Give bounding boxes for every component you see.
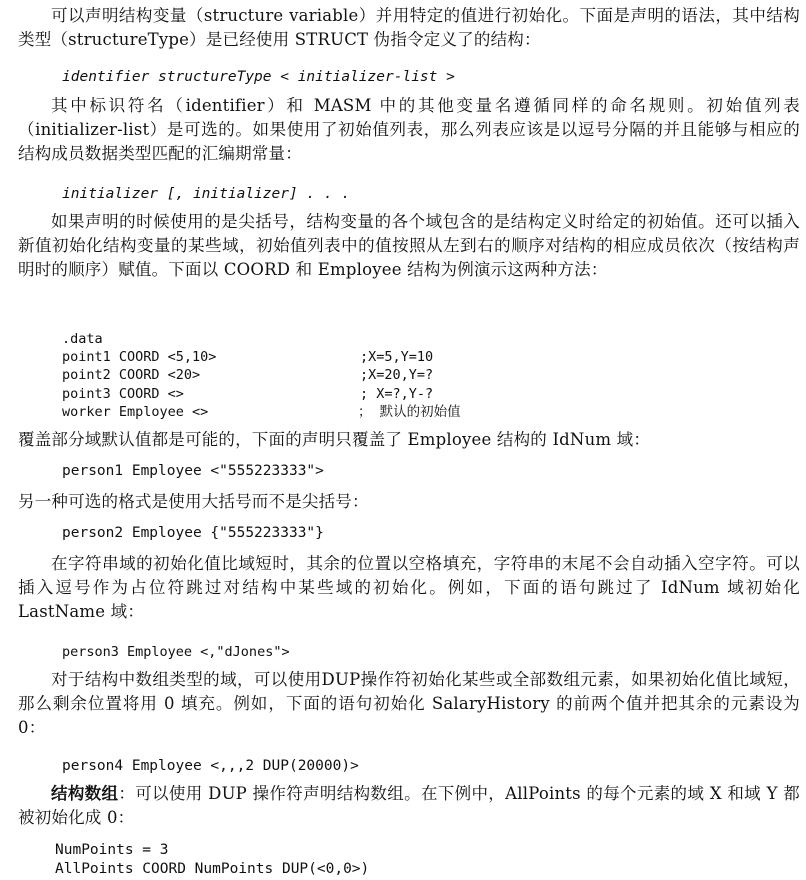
code-comment-worker: ； 默认的初始值 [358,404,461,420]
code-comment-point2: ;X=20,Y=? [360,367,434,383]
term-structure-arrays: 结构数组 [51,784,119,803]
paragraph-braces: 另一种可选的格式是使用大括号而不是尖括号： [18,492,369,511]
paragraph-array-fields: 对于结构中数组类型的域，可以使用DUP操作符初始化某些或全部数组元素，如果初始化值比域短，那么剩余位置将用 0 填充。例如，下面的语句初始化 SalaryHistory 的前两个值并把其余的元素设为 0： [18,670,800,737]
code-line-point3: point3 COORD <> [62,386,184,402]
code-comment-point3: ; X=?,Y-? [360,386,434,402]
paragraph-override-defaults: 覆盖部分域默认值都是可能的，下面的声明只覆盖了 Employee 结构的 IdNum 域： [18,430,651,449]
code-line-point1: point1 COORD <5,10> [62,349,217,365]
code-syntax-initializer: initializer [, initializer] . . . [62,186,351,202]
code-syntax-declaration: identifier structureType < initializer-list > [62,69,455,85]
code-numpoints: NumPoints = 3 [55,842,169,858]
code-line-data: .data [62,331,103,347]
code-person1: person1 Employee <"555223333"> [62,463,324,479]
code-line-worker: worker Employee <> [62,404,209,420]
code-person3: person3 Employee <,"dJones"> [62,644,290,660]
code-line-point2: point2 COORD <20> [62,367,201,383]
paragraph-structure-arrays-text: ：可以使用 DUP 操作符声明结构数组。在下例中，AllPoints 的每个元素的域 X 和域 Y 都被初始化成 0： [18,784,800,827]
code-comment-point1: ;X=5,Y=10 [360,349,434,365]
paragraph-string-fields: 在字符串域的初始化值比域短时，其余的位置以空格填充，字符串的末尾不会自动插入空字符。可以插入逗号作为占位符跳过对结构中某些域的初始化。例如，下面的语句跳过了 IdNum 域初始化 LastName 域： [18,554,800,621]
paragraph-angle-brackets: 如果声明的时候使用的是尖括号，结构变量的各个域包含的是结构定义时给定的初始值。还可以插入新值初始化结构变量的某些域，初始值列表中的值按照从左到右的顺序对结构的相应成员依次（按结构声明时的顺序）赋值。下面以 COORD 和 Employee 结构为例演示这两种方法： [18,212,800,279]
code-person2: person2 Employee {"555223333"} [62,525,324,541]
paragraph-structure-declaration: 可以声明结构变量（structure variable）并用特定的值进行初始化。下面是声明的语法，其中结构类型（structureType）是已经使用 STRUCT 伪指令定义了的结构： [18,6,800,49]
code-person4: person4 Employee <,,,2 DUP(20000)> [62,758,359,774]
paragraph-identifier-rules: 其中标识符名（identifier）和 MASM 中的其他变量名遵循同样的命名规则。初始值列表（initializer-list）是可选的。如果使用了初始值列表，那么列表应该是以逗号分隔的并且能够与相应的结构成员数据类型匹配的汇编期常量： [18,96,800,163]
paragraph-structure-arrays [18,782,800,830]
code-allpoints: AllPoints COORD NumPoints DUP(<0,0>) [55,861,370,877]
